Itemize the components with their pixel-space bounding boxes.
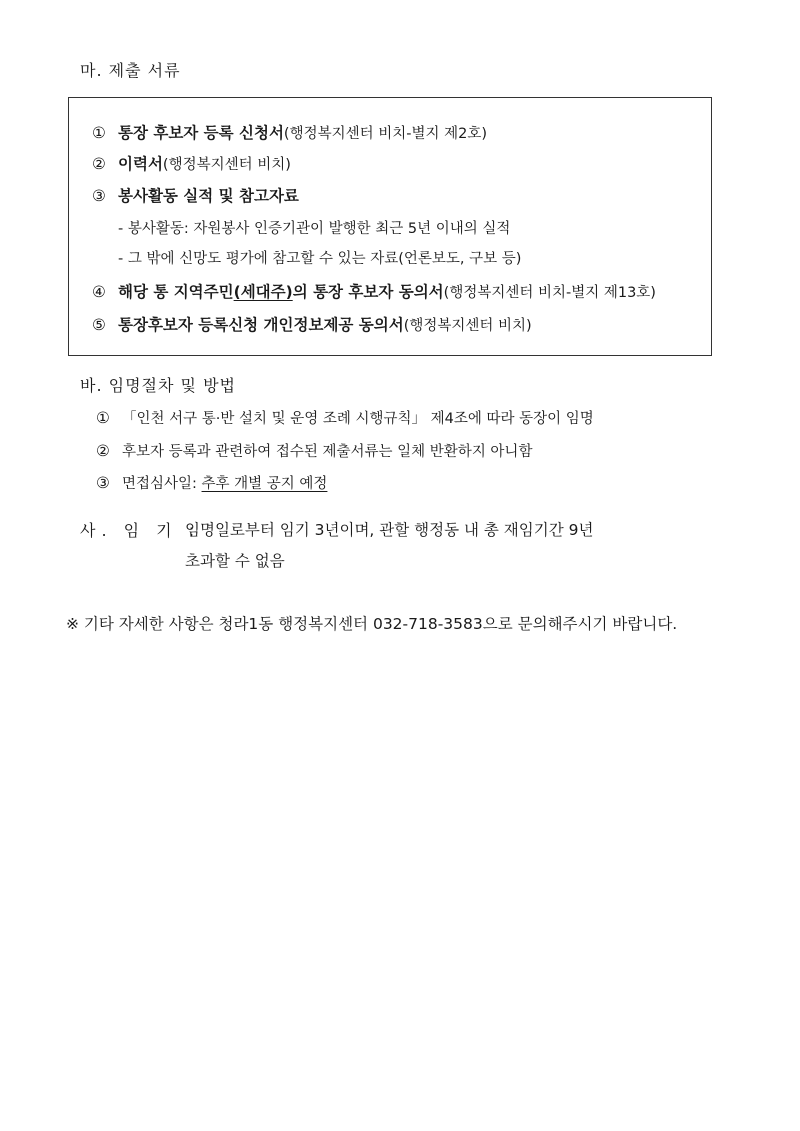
item-text: 「인천 서구 통·반 설치 및 운영 조례 시행규칙」 제4조에 따라 동장이 임명 (122, 411, 594, 427)
section-ma-heading: 마. 제출 서류 (80, 61, 181, 80)
item-note: (행정복지센터 비치) (403, 318, 532, 334)
submission-item-5 (92, 313, 532, 335)
item-text-underlined: 추후 개별 공지 예정 (201, 476, 328, 492)
item-title: 통장후보자 등록신청 개인정보제공 동의서 (118, 316, 404, 334)
item-text: 면접심사일: (122, 476, 202, 492)
item-number: ⑤ (92, 316, 106, 334)
item-title: 이력서 (118, 155, 163, 173)
procedure-item-3 (96, 472, 327, 493)
term-line-2: 초과할 수 없음 (185, 552, 285, 570)
item-title: 봉사활동 실적 및 참고자료 (118, 187, 299, 205)
submission-item-4 (92, 280, 656, 302)
item-number: ② (92, 155, 106, 173)
item-title-rest: 의 통장 후보자 동의서 (292, 283, 444, 301)
item-number: ③ (92, 187, 106, 205)
submission-item-1 (92, 121, 487, 143)
item-note: (행정복지센터 비치-별지 제13호) (443, 285, 656, 301)
item-text: 후보자 등록과 관련하여 접수된 제출서류는 일체 반환하지 아니함 (122, 444, 533, 460)
procedure-item-1 (96, 407, 594, 428)
item-number: ④ (92, 283, 106, 301)
contact-note: ※ 기타 자세한 사항은 청라1동 행정복지센터 032-718-3583으로 문의해주시기 바랍니다. (66, 615, 678, 633)
item-number: ① (92, 124, 106, 142)
item-number: ② (96, 442, 110, 460)
submission-subitem-1: - 봉사활동: 자원봉사 인증기관이 발행한 최근 5년 이내의 실적 (118, 221, 511, 237)
submission-item-2 (92, 152, 291, 174)
submission-item-3 (92, 184, 299, 206)
submission-subitem-2: - 그 밖에 신망도 평가에 참고할 수 있는 자료(언론보도, 구보 등) (118, 251, 522, 267)
item-note: (행정복지센터 비치-별지 제2호) (283, 126, 487, 142)
item-title: 통장 후보자 등록 신청서 (118, 124, 284, 142)
section-sa-label: 사. 임 기 : (80, 521, 201, 540)
term-line-1: 임명일로부터 임기 3년이며, 관할 행정동 내 총 재임기간 9년 (185, 521, 594, 539)
section-ba-heading: 바. 임명절차 및 방법 (80, 376, 236, 395)
item-title-underlined: (세대주) (233, 283, 293, 301)
item-note: (행정복지센터 비치) (162, 157, 291, 173)
procedure-item-2 (96, 440, 532, 461)
item-number: ① (96, 409, 110, 427)
item-title: 해당 통 지역주민 (118, 283, 234, 301)
item-number: ③ (96, 474, 110, 492)
